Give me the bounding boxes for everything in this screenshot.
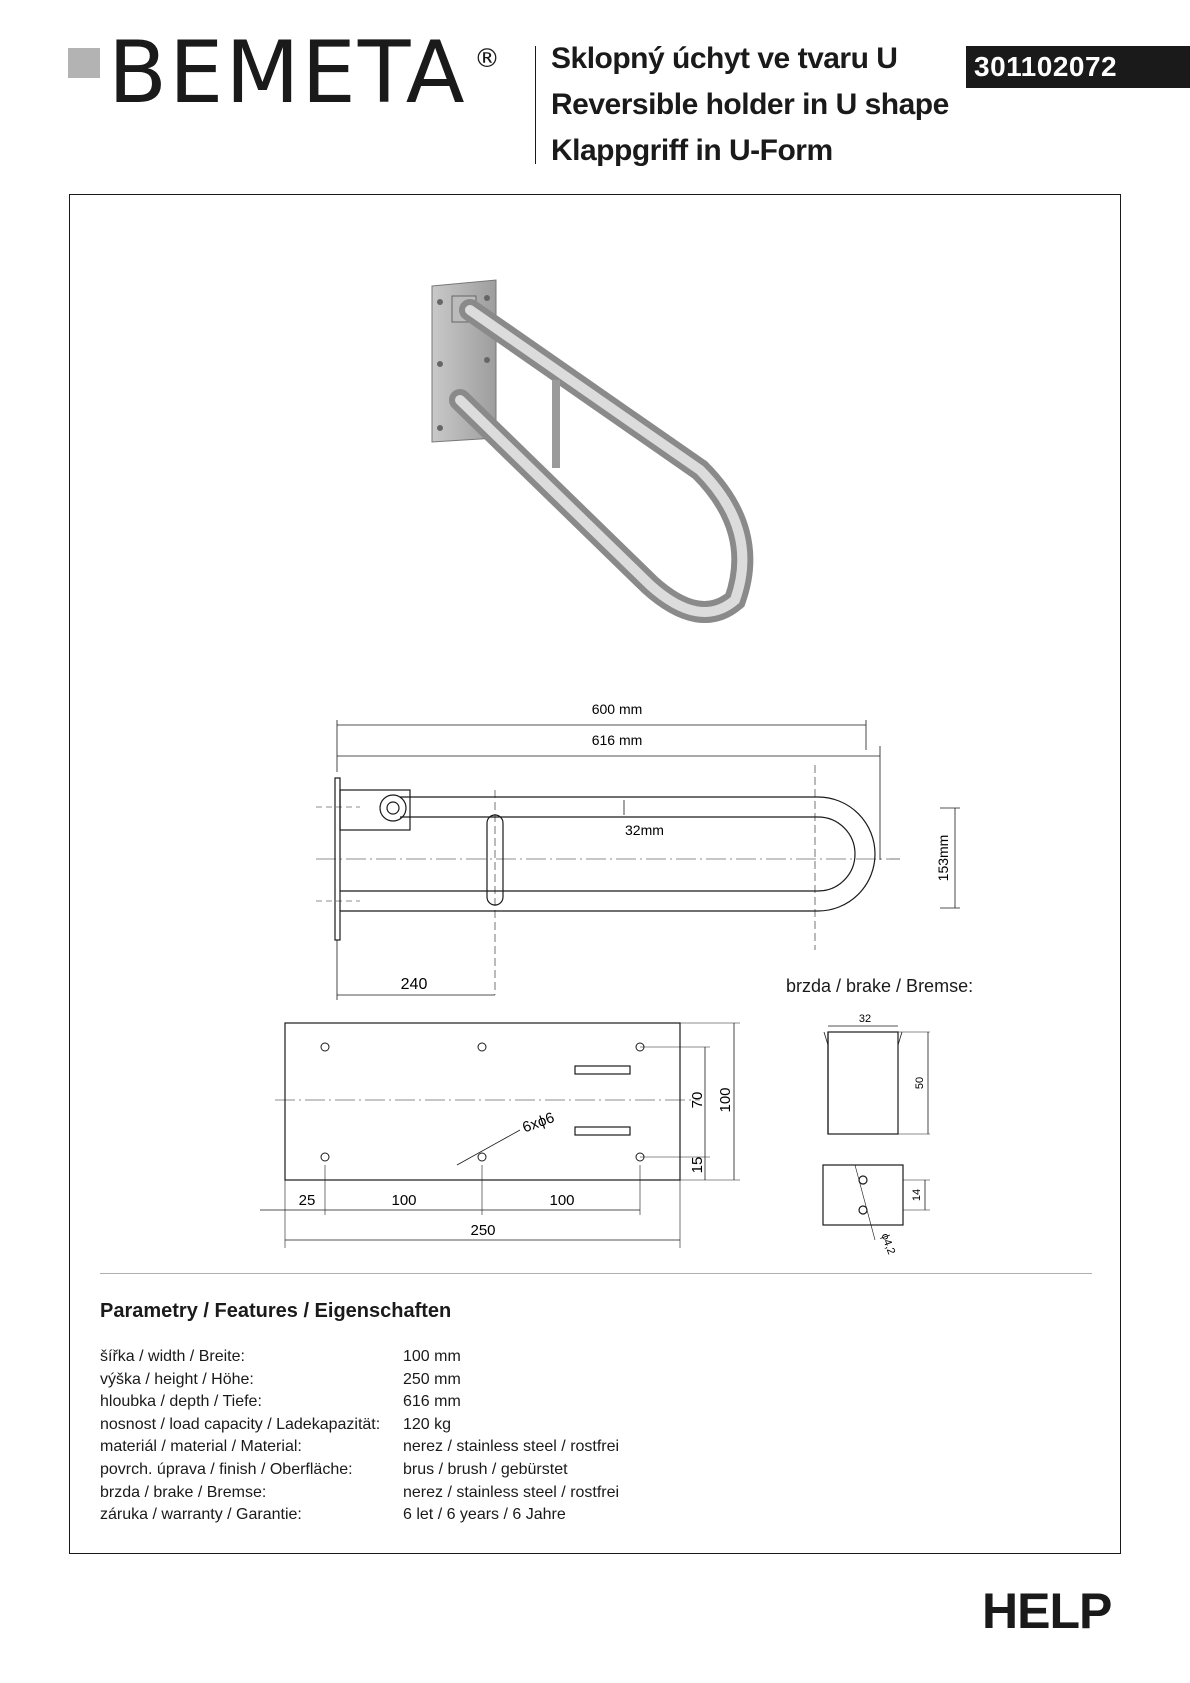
param-value: nerez / stainless steel / rostfrei <box>403 1438 620 1456</box>
dim-32mm: 32mm <box>625 822 664 838</box>
param-key: výška / height / Höhe: <box>100 1370 254 1388</box>
param-value: brus / brush / gebürstet <box>403 1460 568 1478</box>
registered-mark: ® <box>474 44 500 74</box>
dim-100-b: 100 <box>549 1192 575 1209</box>
brake-dim-32: 32 <box>858 1013 872 1025</box>
plate-view <box>260 1023 740 1248</box>
dim-153mm: 153mm <box>935 834 951 882</box>
brake-dim-50: 50 <box>914 1076 926 1090</box>
param-key: materiál / material / Material: <box>100 1438 302 1456</box>
dim-70: 70 <box>689 1091 706 1109</box>
param-value: 100 mm <box>403 1348 461 1365</box>
section-divider <box>100 1273 1092 1274</box>
dim-holes: 6xϕ6 <box>520 1109 557 1137</box>
param-key: brzda / brake / Bremse: <box>100 1483 267 1501</box>
title-cz: Sklopný úchyt ve tvaru U <box>551 42 898 75</box>
dim-250: 250 <box>470 1222 496 1239</box>
params-title: Parametry / Features / Eigenschaften <box>100 1300 452 1322</box>
param-key: záruka / warranty / Garantie: <box>100 1506 302 1524</box>
param-key: šířka / width / Breite: <box>100 1348 245 1365</box>
product-code: 301102072 <box>966 46 1190 88</box>
param-key: hloubka / depth / Tiefe: <box>100 1393 262 1411</box>
dim-15: 15 <box>689 1156 706 1174</box>
brake-detail <box>823 1026 930 1240</box>
dim-616: 616 mm <box>591 732 643 748</box>
dim-600: 600 mm <box>591 701 643 717</box>
dim-240: 240 <box>400 976 428 993</box>
param-value: nerez / stainless steel / rostfrei <box>403 1483 620 1501</box>
dim-100-vertical: 100 <box>717 1087 734 1113</box>
brake-dim-14: 14 <box>911 1188 923 1202</box>
series-label: HELP <box>982 1583 1112 1639</box>
param-key: povrch. úprava / finish / Oberfläche: <box>100 1460 353 1478</box>
param-value: 616 mm <box>403 1393 461 1411</box>
brake-dim-phi: ϕ4,2 <box>878 1231 898 1257</box>
param-value: 250 mm <box>403 1370 461 1388</box>
brand-logo: BEMETA <box>108 23 467 123</box>
side-view <box>316 720 960 1000</box>
param-value: 120 kg <box>403 1415 452 1433</box>
dim-100-a: 100 <box>391 1192 417 1209</box>
title-en: Reversible holder in U shape <box>551 88 949 121</box>
dim-25: 25 <box>298 1192 316 1209</box>
brake-label: brzda / brake / Bremse: <box>786 976 974 996</box>
product-photo <box>432 280 742 612</box>
param-key: nosnost / load capacity / Ladekapazität: <box>100 1415 381 1433</box>
title-de: Klappgriff in U-Form <box>551 134 833 167</box>
param-value: 6 let / 6 years / 6 Jahre <box>403 1506 566 1524</box>
